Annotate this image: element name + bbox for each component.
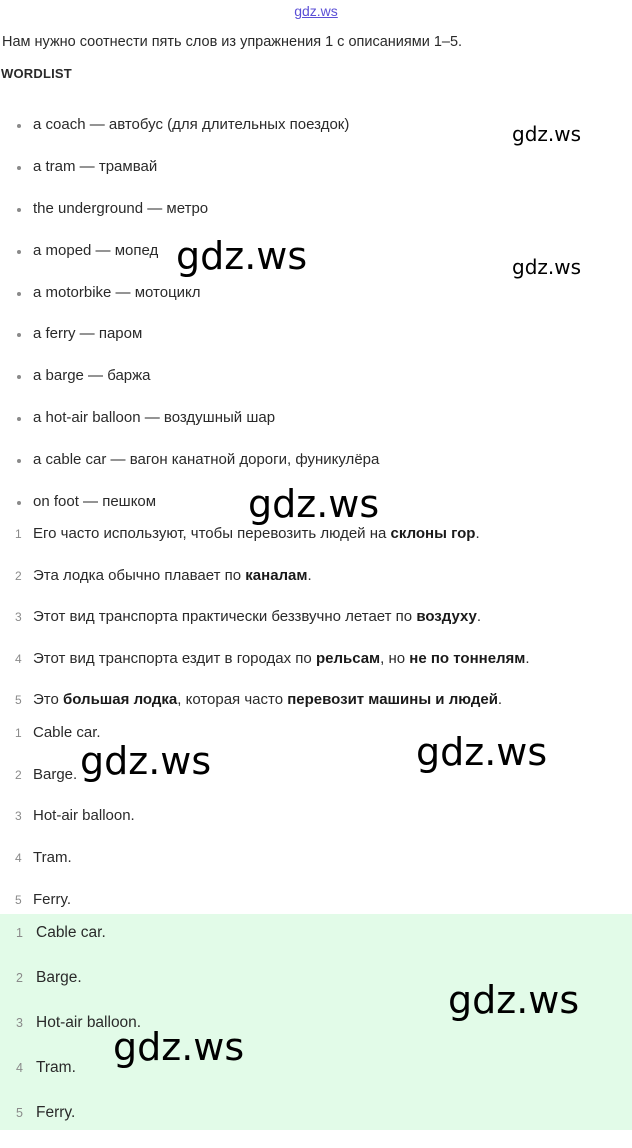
site-link[interactable]: gdz.ws xyxy=(294,3,338,19)
intro-text: Нам нужно соотнести пять слов из упражнения 1 с описаниями 1–5. xyxy=(2,34,463,50)
watermark: gdz.ws xyxy=(512,255,582,279)
item-number: 3 xyxy=(16,1016,23,1030)
item-number: 1 xyxy=(15,527,22,541)
item-number: 4 xyxy=(15,851,22,866)
wordlist-item: a moped — мопед xyxy=(0,241,379,283)
description-item: 3 Этот вид транспорта практически беззвучно летает по воздуху. xyxy=(15,608,482,626)
wordlist-item: a barge — баржа xyxy=(0,366,379,408)
item-number: 2 xyxy=(16,971,23,985)
description-item: 1 Его часто используют, чтобы перевозить людей на склоны гор. xyxy=(15,525,480,542)
item-number: 5 xyxy=(16,1106,23,1120)
item-number: 4 xyxy=(16,1061,23,1075)
description-item: 4 Этот вид транспорта ездит в городах по рельсам, но не по тоннелям. xyxy=(15,649,530,667)
wordlist-title: WORDLIST xyxy=(1,66,72,81)
wordlist-item: a tram — трамвай xyxy=(0,157,379,199)
answer-item: 2 Barge. xyxy=(16,969,82,986)
wordlist-item: the underground — метро xyxy=(0,199,379,241)
watermark: gdz.ws xyxy=(80,739,212,783)
wordlist-item: a motorbike — мотоцикл xyxy=(0,283,379,325)
answer-item: 3 Hot-air balloon. xyxy=(15,807,135,825)
watermark: gdz.ws xyxy=(248,482,380,526)
description-item: 5 Это большая лодка, которая часто перевозит машины и людей. xyxy=(15,691,503,709)
answer-item: 1 Cable car. xyxy=(16,924,106,941)
item-number: 1 xyxy=(16,926,23,940)
wordlist-item: on foot — пешком xyxy=(0,492,379,534)
answer-item: 3 Hot-air balloon. xyxy=(16,1014,142,1031)
descriptions-list xyxy=(0,524,530,732)
wordlist-item: a hot-air balloon — воздушный шар xyxy=(0,408,379,450)
description-item: 2 Эта лодка обычно плавает по каналам. xyxy=(15,566,312,584)
watermark: gdz.ws xyxy=(512,122,582,146)
answer-item: 1 Cable car. xyxy=(15,724,101,741)
answer-item: 5 Ferry. xyxy=(16,1104,76,1121)
answer-item: 2 Barge. xyxy=(15,765,78,783)
item-number: 5 xyxy=(15,892,22,907)
answer-item: 4 Tram. xyxy=(15,849,72,867)
answer-item: 5 Ferry. xyxy=(15,890,72,908)
watermark: gdz.ws xyxy=(176,234,308,278)
answer-item: 4 Tram. xyxy=(16,1059,76,1076)
item-number: 5 xyxy=(15,693,22,708)
item-number: 3 xyxy=(15,610,22,625)
watermark: gdz.ws xyxy=(448,978,580,1022)
item-number: 4 xyxy=(15,651,22,666)
wordlist-item: a coach — автобус (для длительных поездок) xyxy=(0,115,379,157)
item-number: 3 xyxy=(15,809,22,824)
wordlist xyxy=(0,115,379,534)
item-number: 2 xyxy=(15,767,22,782)
wordlist-item: a ferry — паром xyxy=(0,324,379,366)
watermark: gdz.ws xyxy=(416,730,548,774)
item-number: 2 xyxy=(15,568,22,583)
watermark: gdz.ws xyxy=(113,1025,245,1069)
item-number: 1 xyxy=(15,726,22,740)
wordlist-item: a cable car — вагон канатной дороги, фуникулёра xyxy=(0,450,379,492)
